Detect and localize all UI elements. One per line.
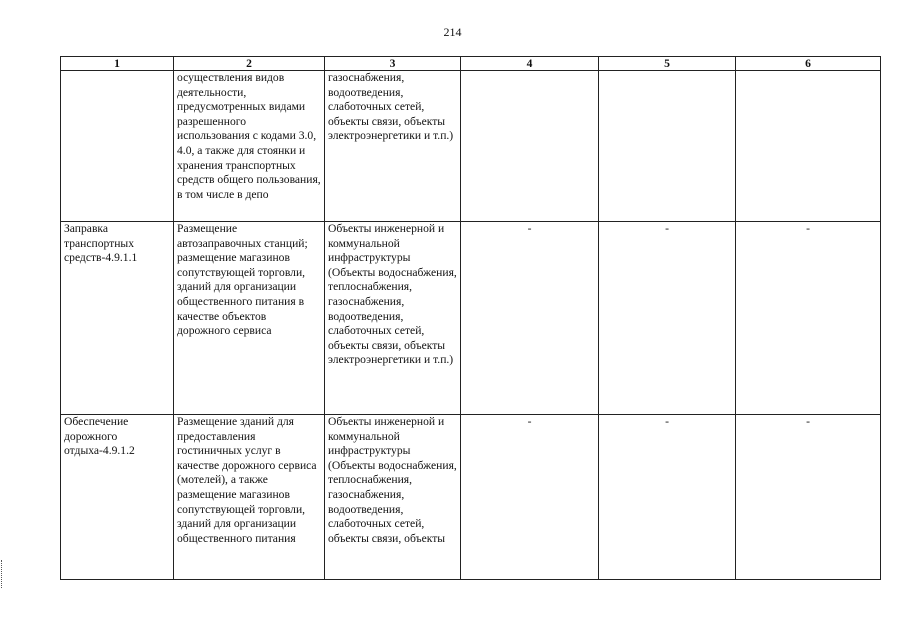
auxiliary-use-cell: Объекты инженерной и коммунальной инфраструктуры (Объекты водоснабжения, теплоснабжения, газоснабжения, водоотведения, слаботочных сетей, объекты связи, объекты [325, 415, 461, 580]
table-row [61, 415, 881, 580]
column-header-6: 6 [736, 57, 881, 71]
table-row [61, 222, 881, 415]
table-header-row [61, 57, 881, 71]
parameter-cell-6: - [736, 415, 881, 580]
description-cell: Размещение зданий для предоставления гостиничных услуг в качестве дорожного сервиса (мотелей), а также размещение магазинов сопутствующей торговли, зданий для организации общественного питания [174, 415, 325, 580]
scan-edge-mark [1, 560, 4, 588]
parameter-cell-5: - [599, 222, 736, 415]
parameter-cell-4 [461, 71, 599, 222]
parameter-cell-4: - [461, 415, 599, 580]
auxiliary-use-cell: газоснабжения, водоотведения, слаботочных сетей, объекты связи, объекты электроэнергетики и т.п.) [325, 71, 461, 222]
land-use-type-cell [61, 71, 174, 222]
column-header-3: 3 [325, 57, 461, 71]
land-use-type-cell: Заправка транспортных средств-4.9.1.1 [61, 222, 174, 415]
description-cell: Размещение автозаправочных станций; размещение магазинов сопутствующей торговли, зданий для организации общественного питания в качестве объектов дорожного сервиса [174, 222, 325, 415]
zoning-table [60, 56, 881, 580]
land-use-type-cell: Обеспечение дорожного отдыха-4.9.1.2 [61, 415, 174, 580]
column-header-1: 1 [61, 57, 174, 71]
parameter-cell-5: - [599, 415, 736, 580]
page-number: 214 [443, 25, 462, 39]
table-row [61, 71, 881, 222]
column-header-5: 5 [599, 57, 736, 71]
parameter-cell-6 [736, 71, 881, 222]
description-cell: осуществления видов деятельности, предусмотренных видами разрешенного использования с кодами 3.0, 4.0, а также для стоянки и хранения транспортных средств общего пользования, в том числе в депо [174, 71, 325, 222]
column-header-4: 4 [461, 57, 599, 71]
parameter-cell-6: - [736, 222, 881, 415]
auxiliary-use-cell: Объекты инженерной и коммунальной инфраструктуры (Объекты водоснабжения, теплоснабжения, газоснабжения, водоотведения, слаботочных сетей, объекты связи, объекты электроэнергетики и т.п.) [325, 222, 461, 415]
column-header-2: 2 [174, 57, 325, 71]
parameter-cell-5 [599, 71, 736, 222]
parameter-cell-4: - [461, 222, 599, 415]
